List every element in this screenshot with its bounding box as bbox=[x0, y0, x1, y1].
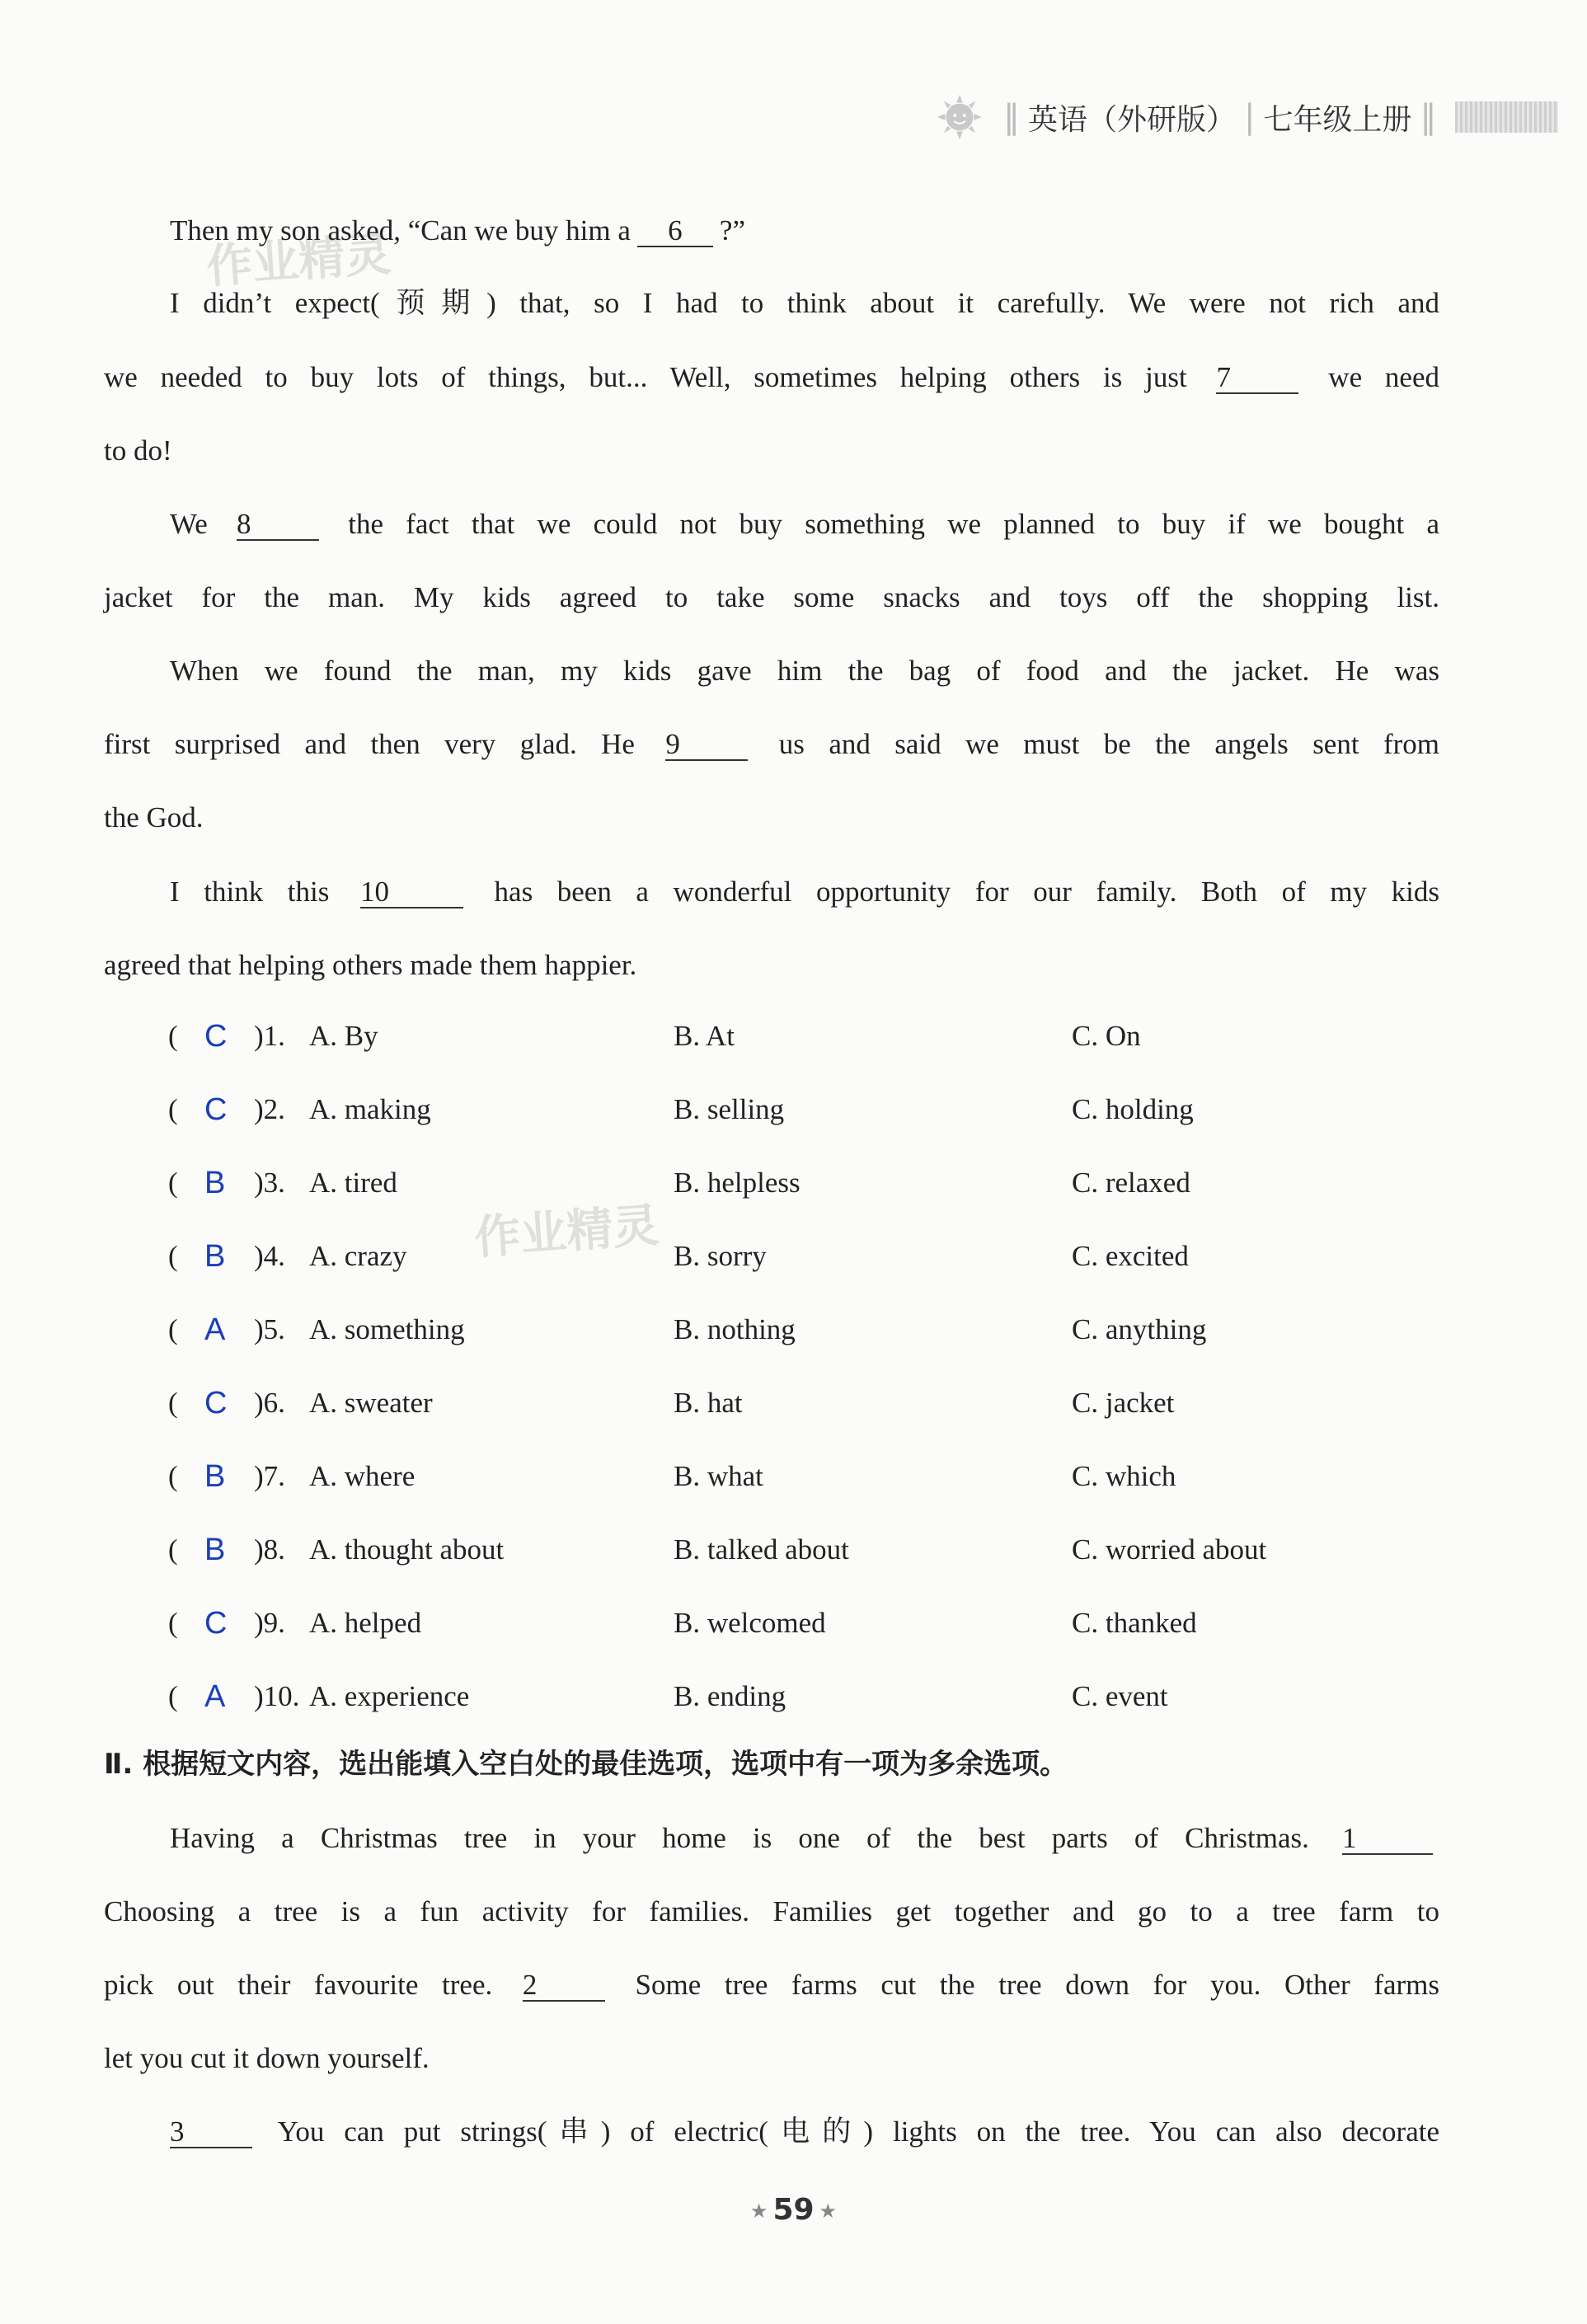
answer-mark: B bbox=[204, 1533, 226, 1567]
passage-line: first surprised and then very glad. He 9 us and said we must be the angels sent from bbox=[104, 728, 1440, 760]
header-pattern-bar bbox=[1455, 101, 1558, 133]
answer-mark: C bbox=[204, 1386, 228, 1420]
passage-line: agreed that helping others made them happier. bbox=[104, 949, 637, 981]
option-row-7: ( B )7. A. where B. what C. which bbox=[165, 1456, 1402, 1497]
page-header bbox=[936, 92, 1558, 142]
header-divider: | bbox=[1244, 98, 1256, 136]
answer-mark: C bbox=[204, 1092, 228, 1127]
sun-mascot-icon bbox=[936, 93, 984, 141]
blank-7: 7 bbox=[1216, 363, 1298, 394]
blank-6: 6 bbox=[637, 216, 713, 247]
option-row-4: ( B )4. A. crazy B. sorry C. excited bbox=[165, 1236, 1402, 1277]
passage-line: the God. bbox=[104, 801, 204, 833]
answer-mark: B bbox=[204, 1459, 226, 1494]
passage-line: When we found the man, my kids gave him the bag of food and the jacket. He was bbox=[170, 655, 1439, 687]
answer-mark: A bbox=[204, 1679, 226, 1714]
passage-line: we needed to buy lots of things, but... Well, sometimes helping others is just 7 we need bbox=[104, 361, 1439, 393]
answer-mark: C bbox=[204, 1019, 228, 1054]
header-divider: ‖ bbox=[1003, 98, 1020, 136]
option-row-5: ( A )5. A. something B. nothing C. anything bbox=[165, 1309, 1402, 1350]
option-row-8: ( B )8. A. thought about B. talked about C. worried about bbox=[165, 1529, 1402, 1570]
passage-line: Choosing a tree is a fun activity for families. Families get together and go to a tree farm to bbox=[104, 1895, 1439, 1927]
passage-line: Having a Christmas tree in your home is one of the best parts of Christmas. 1 bbox=[170, 1820, 1439, 1857]
blank-3: 3 bbox=[170, 2117, 252, 2148]
passage-line: to do! bbox=[104, 434, 172, 467]
passage-line: jacket for the man. My kids agreed to take some snacks and toys off the shopping list. bbox=[104, 581, 1439, 613]
star-icon: ★ bbox=[749, 2200, 768, 2223]
header-divider: ‖ bbox=[1420, 98, 1437, 136]
answer-mark: B bbox=[204, 1239, 226, 1274]
blank-8: 8 bbox=[237, 509, 319, 541]
header-subject: 英语（外研版） bbox=[1028, 102, 1237, 137]
option-row-3: ( B )3. A. tired B. helpless C. relaxed bbox=[165, 1162, 1402, 1204]
option-row-2: ( C )2. A. making B. selling C. holding bbox=[165, 1089, 1402, 1130]
page-number: ★ 59 ★ bbox=[749, 2193, 838, 2227]
passage-line: 3 You can put strings(串) of electric(电的) lights on the tree. You can also decorate bbox=[170, 2115, 1439, 2148]
passage-line: I think this 10 has been a wonderful opportunity for our family. Both of my kids bbox=[170, 876, 1440, 908]
option-row-1: ( C )1. A. By B. At C. On bbox=[165, 1016, 1402, 1057]
passage-line: let you cut it down yourself. bbox=[104, 2042, 430, 2074]
answer-mark: B bbox=[204, 1166, 226, 1200]
blank-2: 2 bbox=[523, 1970, 605, 2002]
blank-1: 1 bbox=[1342, 1824, 1433, 1855]
watermark: 作业精灵 bbox=[472, 1199, 661, 1265]
header-grade: 七年级上册 bbox=[1263, 102, 1412, 137]
star-icon: ★ bbox=[819, 2200, 838, 2223]
passage-line: Then my son asked, “Can we buy him a 6 ?” bbox=[170, 214, 745, 246]
option-row-10: ( A )10. A. experience B. ending C. event bbox=[165, 1676, 1402, 1717]
blank-10: 10 bbox=[360, 877, 463, 908]
passage-line: pick out their favourite tree. 2 Some tree farms cut the tree down for you. Other farms bbox=[104, 1969, 1440, 2001]
option-row-6: ( C )6. A. sweater B. hat C. jacket bbox=[165, 1383, 1402, 1424]
watermark: 作业精灵 bbox=[204, 228, 393, 294]
option-row-9: ( C )9. A. helped B. welcomed C. thanked bbox=[165, 1603, 1402, 1644]
answer-mark: C bbox=[204, 1606, 228, 1641]
passage-line: We 8 the fact that we could not buy something we planned to buy if we bought a bbox=[170, 508, 1440, 540]
section-title: Ⅱ. 根据短文内容，选出能填入空白处的最佳选项，选项中有一项为多余选项。 bbox=[104, 1748, 1068, 1781]
answer-mark: A bbox=[204, 1312, 226, 1347]
blank-9: 9 bbox=[665, 730, 748, 761]
passage-line: I didn’t expect(预期) that, so I had to think about it carefully. We were not rich and bbox=[170, 287, 1439, 319]
